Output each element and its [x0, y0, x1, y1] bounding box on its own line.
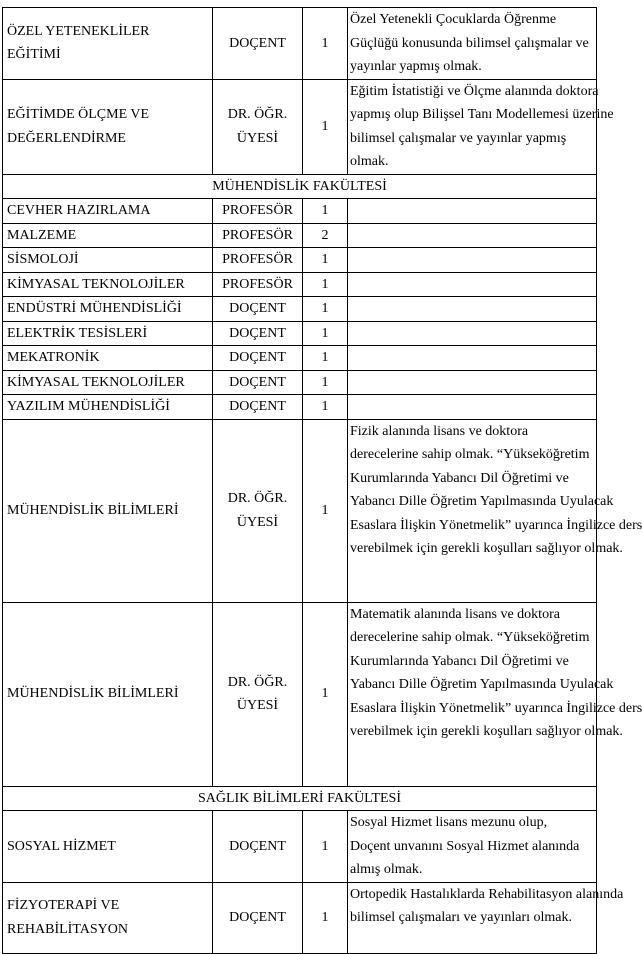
requirements-cell: [348, 321, 597, 346]
title-cell: PROFESÖR: [213, 223, 303, 248]
title-cell: DOÇENT: [213, 811, 303, 883]
title-cell: DOÇENT: [213, 8, 303, 80]
section-header-row: [3, 174, 597, 199]
requirements-cell: [348, 248, 597, 273]
requirements-cell: [348, 272, 597, 297]
table-row: [3, 79, 597, 174]
table-row: [3, 346, 597, 371]
count-cell: 1: [303, 248, 348, 273]
table-row: [3, 223, 597, 248]
table-row: [3, 8, 597, 80]
table-row: [3, 321, 597, 346]
count-cell: 1: [303, 346, 348, 371]
requirements-cell: [348, 199, 597, 224]
requirements-cell: Fizik alanında lisans ve doktora derecelerine sahip olmak. “Yükseköğretim Kurumlarında Yabancı Dil Öğretimi ve Yabancı Dille Öğretim Yapılmasında Uyulacak Esaslara İlişkin Yönetmelik” uyarınca İngilizce ders verebilmek için gerekli koşulları sağlıyor olmak.: [348, 419, 597, 602]
section-header-row: [3, 786, 597, 811]
field-cell: ÖZEL YETENEKLİLER EĞİTİMİ: [3, 8, 213, 80]
count-cell: 1: [303, 199, 348, 224]
field-cell: SOSYAL HİZMET: [3, 811, 213, 883]
table-row: [3, 370, 597, 395]
title-cell: DR. ÖĞR. ÜYESİ: [213, 419, 303, 602]
field-cell: MALZEME: [3, 223, 213, 248]
title-cell: DOÇENT: [213, 346, 303, 371]
field-cell: KİMYASAL TEKNOLOJİLER: [3, 272, 213, 297]
field-cell: EĞİTİMDE ÖLÇME VE DEĞERLENDİRME: [3, 79, 213, 174]
title-cell: PROFESÖR: [213, 248, 303, 273]
requirements-cell: Eğitim İstatistiği ve Ölçme alanında doktora yapmış olup Bilişsel Tanı Modellemesi üzerine bilimsel çalışmalar ve yayınlar yapmış olmak.: [348, 79, 597, 174]
count-cell: 1: [303, 811, 348, 883]
table-row: [3, 602, 597, 786]
count-cell: 1: [303, 419, 348, 602]
field-cell: MÜHENDİSLİK BİLİMLERİ: [3, 602, 213, 786]
count-cell: 1: [303, 602, 348, 786]
field-cell: ENDÜSTRİ MÜHENDİSLİĞİ: [3, 297, 213, 322]
title-cell: DR. ÖĞR. ÜYESİ: [213, 79, 303, 174]
field-cell: FİZYOTERAPİ VE REHABİLİTASYON: [3, 882, 213, 953]
requirements-cell: [348, 395, 597, 420]
field-cell: ELEKTRİK TESİSLERİ: [3, 321, 213, 346]
table-body: [3, 8, 642, 954]
title-cell: PROFESÖR: [213, 199, 303, 224]
field-cell: MÜHENDİSLİK BİLİMLERİ: [3, 419, 213, 602]
title-cell: DOÇENT: [213, 321, 303, 346]
count-cell: 1: [303, 297, 348, 322]
count-cell: 1: [303, 272, 348, 297]
requirements-cell: Matematik alanında lisans ve doktora derecelerine sahip olmak. “Yükseköğretim Kurumlarında Yabancı Dil Öğretimi ve Yabancı Dille Öğretim Yapılmasında Uyulacak Esaslara İlişkin Yönetmelik” uyarınca İngilizce ders verebilmek için gerekli koşulları sağlıyor olmak.: [348, 602, 597, 786]
requirements-cell: [348, 297, 597, 322]
title-cell: DR. ÖĞR. ÜYESİ: [213, 602, 303, 786]
table-row: [3, 419, 597, 602]
count-cell: 2: [303, 223, 348, 248]
count-cell: 1: [303, 321, 348, 346]
title-cell: DOÇENT: [213, 395, 303, 420]
count-cell: 1: [303, 395, 348, 420]
title-cell: PROFESÖR: [213, 272, 303, 297]
title-cell: DOÇENT: [213, 297, 303, 322]
table-row: [3, 395, 597, 420]
faculty-title: SAĞLIK BİLİMLERİ FAKÜLTESİ: [3, 786, 597, 811]
table-row: [3, 882, 597, 953]
title-cell: DOÇENT: [213, 882, 303, 953]
field-cell: SİSMOLOJİ: [3, 248, 213, 273]
count-cell: 1: [303, 370, 348, 395]
requirements-cell: [348, 370, 597, 395]
table-row: [3, 248, 597, 273]
faculty-title: MÜHENDİSLİK FAKÜLTESİ: [3, 174, 597, 199]
field-cell: KİMYASAL TEKNOLOJİLER: [3, 370, 213, 395]
table-row: [3, 272, 597, 297]
table-row: [3, 811, 597, 883]
table-row: [3, 199, 597, 224]
requirements-cell: Özel Yetenekli Çocuklarda Öğrenme Güçlüğü konusunda bilimsel çalışmalar ve yayınlar yapmış olmak.: [348, 8, 597, 80]
count-cell: 1: [303, 79, 348, 174]
field-cell: MEKATRONİK: [3, 346, 213, 371]
title-cell: DOÇENT: [213, 370, 303, 395]
requirements-cell: Sosyal Hizmet lisans mezunu olup, Doçent unvanını Sosyal Hizmet alanında almış olmak.: [348, 811, 597, 883]
requirements-cell: Ortopedik Hastalıklarda Rehabilitasyon alanında bilimsel çalışmaları ve yayınları olmak.: [348, 882, 597, 953]
count-cell: 1: [303, 882, 348, 953]
field-cell: CEVHER HAZIRLAMA: [3, 199, 213, 224]
field-cell: YAZILIM MÜHENDİSLİĞİ: [3, 395, 213, 420]
table-row: [3, 297, 597, 322]
requirements-cell: [348, 346, 597, 371]
count-cell: 1: [303, 8, 348, 80]
requirements-cell: [348, 223, 597, 248]
positions-table: [2, 7, 642, 954]
